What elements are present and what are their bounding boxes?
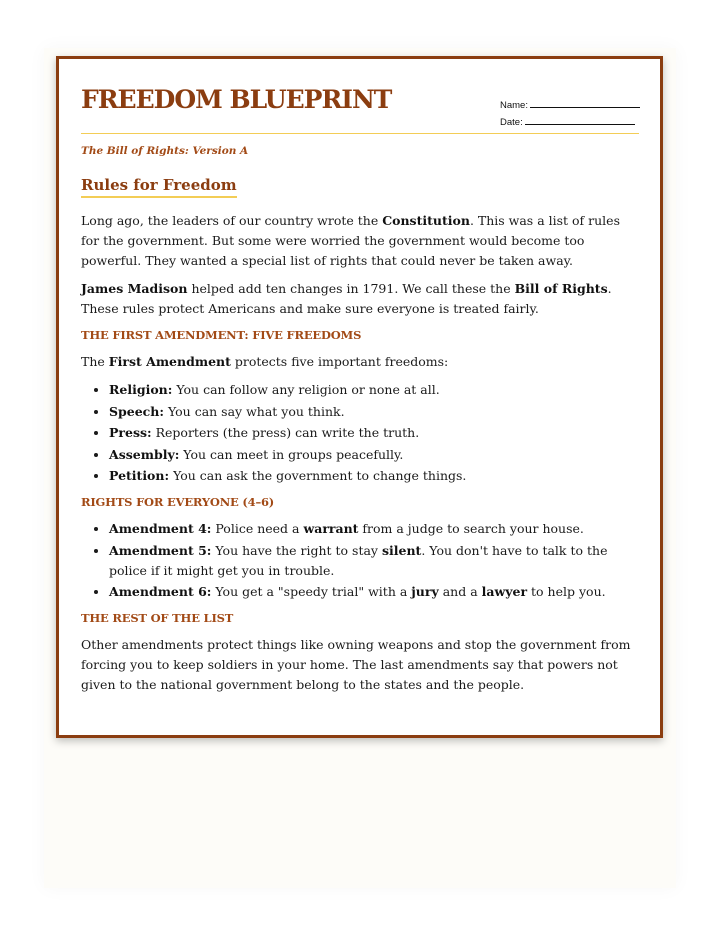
list-item: • Assembly: You can meet in groups peacefully.: [109, 445, 641, 465]
name-label: Name:: [500, 100, 528, 111]
date-label: Date:: [500, 117, 523, 128]
worksheet-title: FREEDOM BLUEPRINT: [81, 85, 392, 114]
freedoms-list: [81, 380, 641, 486]
worksheet-card: [56, 56, 663, 738]
list-item: • Press: Reporters (the press) can write the truth.: [109, 423, 641, 443]
intro-paragraph-2: James Madison helped add ten changes in 1791. We call these the Bill of Rights. These rules protect Americans and make sure everyone is treated fairly.: [81, 281, 612, 316]
first-amendment-heading: THE FIRST AMENDMENT: FIVE FREEDOMS: [81, 328, 362, 342]
name-line[interactable]: [530, 98, 640, 108]
date-field[interactable]: [500, 115, 640, 128]
list-item: • Amendment 5: You have the right to stay silent. You don't have to talk to the police if it might get you in trouble.: [109, 541, 641, 581]
worksheet-subtitle: The Bill of Rights: Version A: [81, 145, 249, 157]
first-amendment-lead: The First Amendment protects five important freedoms:: [81, 354, 449, 369]
worksheet-body: [81, 211, 641, 703]
header-divider: [81, 133, 639, 134]
list-item: • Amendment 4: Police need a warrant from a judge to search your house.: [109, 519, 641, 539]
amendments-list: [81, 519, 641, 602]
date-line[interactable]: [525, 115, 635, 125]
rest-heading: THE REST OF THE LIST: [81, 611, 234, 625]
list-item: • Speech: You can say what you think.: [109, 402, 641, 422]
section-heading: Rules for Freedom: [81, 176, 237, 198]
list-item: • Petition: You can ask the government to change things.: [109, 466, 641, 486]
list-item: • Religion: You can follow any religion or none at all.: [109, 380, 641, 400]
name-field[interactable]: [500, 98, 640, 111]
list-item: • Amendment 6: You get a "speedy trial" with a jury and a lawyer to help you.: [109, 582, 641, 602]
intro-paragraph-1: Long ago, the leaders of our country wrote the Constitution. This was a list of rules for the government. But some were worried the government would become too powerful. They wanted a special list of rights that could never be taken away.: [81, 213, 620, 268]
rights-heading: RIGHTS FOR EVERYONE (4–6): [81, 495, 275, 509]
rest-paragraph: Other amendments protect things like owning weapons and stop the government from forcing you to keep soldiers in your home. The last amendments say that powers not given to the national government belong to the states and the people.: [81, 637, 631, 692]
